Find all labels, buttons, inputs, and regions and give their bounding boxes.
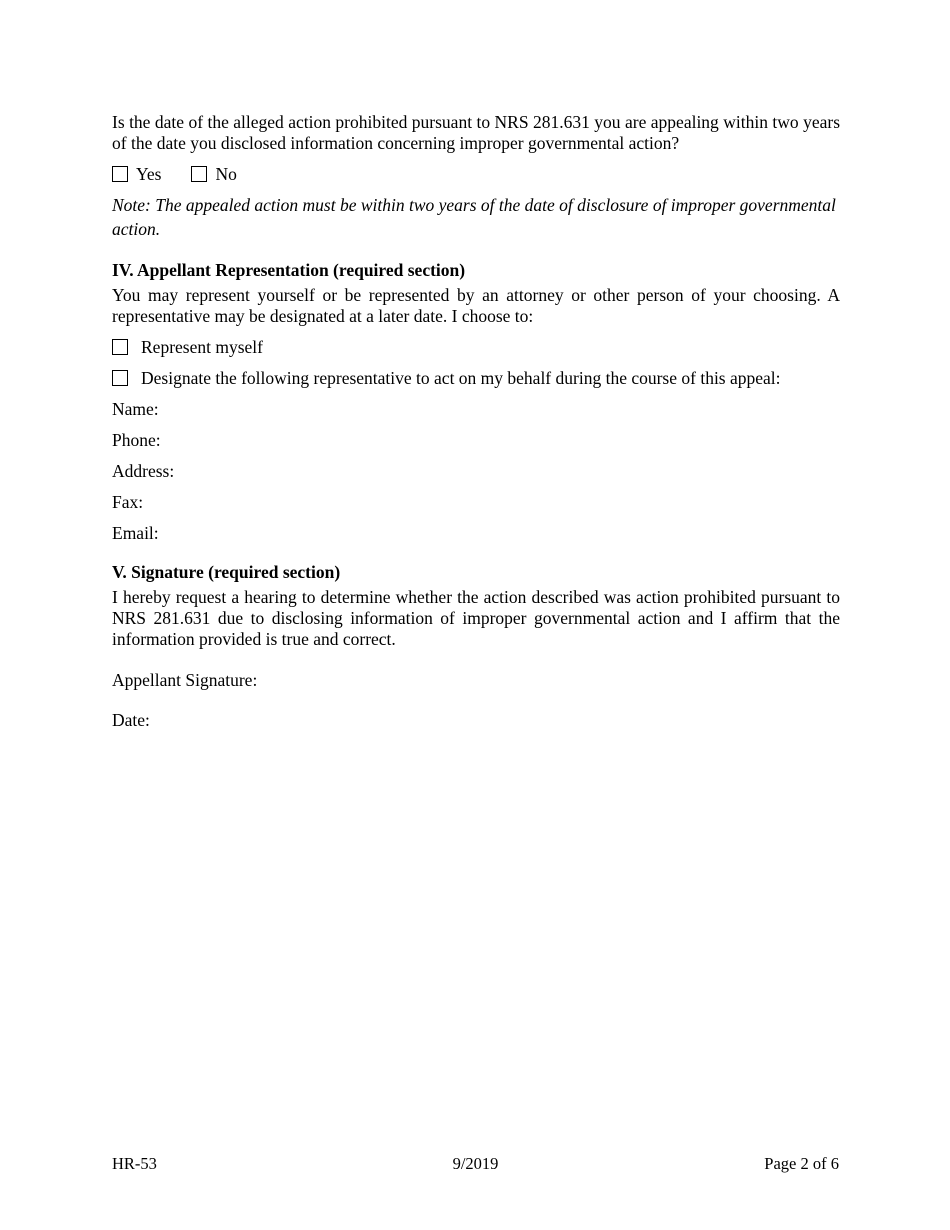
no-checkbox[interactable] <box>191 166 207 182</box>
designate-representative-row <box>112 367 840 389</box>
rep-address-label: Address: <box>112 460 175 481</box>
rep-phone-field[interactable] <box>112 429 840 451</box>
rep-name-field[interactable] <box>112 398 840 420</box>
represent-myself-checkbox[interactable] <box>112 339 128 355</box>
yes-no-row <box>112 163 840 185</box>
rep-name-label: Name: <box>112 398 159 419</box>
form-page <box>112 112 840 731</box>
yes-label: Yes <box>136 163 162 184</box>
signature-date-label: Date: <box>112 709 150 730</box>
page-footer <box>112 1153 839 1175</box>
signature-affirmation: I hereby request a hearing to determine whether the action described was action prohibited pursuant to NRS 281.631 due to disclosing information of improper governmental action and I affirm that the information provided is true and correct. <box>112 587 840 649</box>
designate-representative-label: Designate the following representative to act on my behalf during the course of this appeal: <box>141 367 781 388</box>
footer-revision: 9/2019 <box>452 1154 499 1173</box>
representation-heading: IV. Appellant Representation (required section) <box>112 260 466 280</box>
timeliness-question: Is the date of the alleged action prohibited pursuant to NRS 281.631 you are appealing within two years of the date you disclosed information concerning improper governmental action? <box>112 112 840 153</box>
signature-heading: V. Signature (required section) <box>112 562 341 582</box>
yes-checkbox[interactable] <box>112 166 128 182</box>
signature-date-field[interactable] <box>112 709 840 731</box>
representation-intro: You may represent yourself or be represented by an attorney or other person of your choosing. A representative may be designated at a later date. I choose to: <box>112 285 840 326</box>
represent-myself-row <box>112 336 840 358</box>
designate-representative-checkbox[interactable] <box>112 370 128 386</box>
rep-fax-label: Fax: <box>112 491 144 512</box>
no-label: No <box>215 163 237 184</box>
rep-fax-field[interactable] <box>112 491 840 513</box>
appellant-signature-field[interactable] <box>112 669 840 691</box>
rep-phone-label: Phone: <box>112 429 161 450</box>
footer-form-id: HR-53 <box>112 1154 157 1173</box>
appellant-signature-label: Appellant Signature: <box>112 669 258 690</box>
footer-page-number: Page 2 of 6 <box>764 1154 839 1173</box>
rep-address-field[interactable] <box>112 460 840 482</box>
rep-email-label: Email: <box>112 522 159 543</box>
rep-email-field[interactable] <box>112 522 840 544</box>
represent-myself-label: Represent myself <box>141 336 263 357</box>
timeliness-note: Note: The appealed action must be within two years of the date of disclosure of improper governmental action. <box>112 195 836 239</box>
